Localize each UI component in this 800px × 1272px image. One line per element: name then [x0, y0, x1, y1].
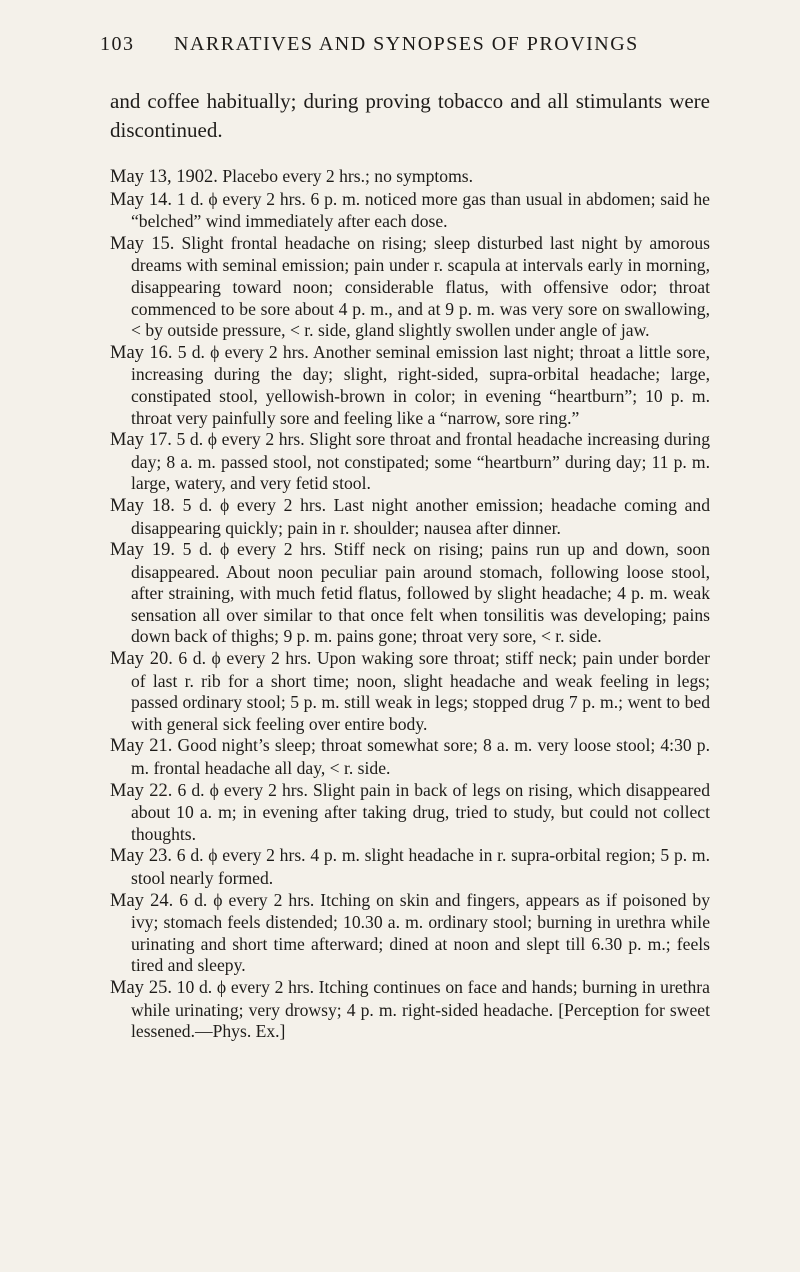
proving-entry [110, 780, 710, 846]
entry-date: May 23. [110, 846, 173, 867]
proving-entry [110, 166, 710, 189]
entry-date: May 24. [110, 890, 174, 911]
entry-date: May 16. [110, 342, 173, 363]
proving-entry [110, 890, 710, 977]
proving-entries [110, 166, 710, 1043]
proving-entry [110, 342, 710, 429]
entry-text: Slight frontal headache on rising; sleep disturbed last night by amorous dreams with seminal emission; pain under r. scapula at intervals early in morning, disappearing toward noon; considerable flatus, with offensive odor; throat commenced to be sore about 4 p. m., and at 9 p. m. was very sore on swallowing, < by outside pressure, < r. side, gland slightly swollen under angle of jaw. [131, 232, 711, 341]
entry-date: May 20. [110, 649, 173, 670]
entry-text: Placebo every 2 hrs.; no symptoms. [222, 166, 474, 186]
running-head [100, 33, 700, 63]
proving-entry [110, 495, 710, 539]
entry-text: 5 d. ϕ every 2 hrs. Slight sore throat and frontal headache increasing during day; 8 a. m. passed stool, not constipated; some “heartburn” during day; 11 p. m. large, watery, and very fetid stool. [131, 429, 710, 494]
entry-date: May 13, 1902. [110, 167, 218, 187]
entry-text: 10 d. ϕ every 2 hrs. Itching continues on face and hands; burning in urethra while urinating; very drowsy; 4 p. m. right-sided headache. [Perception for sweet lessened.—Phys. Ex.] [131, 976, 710, 1042]
entry-text: 6 d. ϕ every 2 hrs. Upon waking sore throat; stiff neck; pain under border of last r. rib for a short time; noon, slight headache and weak feeling in legs; passed ordinary stool; 5 p. m. still weak in legs; stopped drug 7 p. m.; went to bed with general sick feeling over entire body. [131, 648, 710, 734]
entry-text: 5 d. ϕ every 2 hrs. Stiff neck on rising; pains run up and down, soon disappeared. About noon peculiar pain around stomach, following loose stool, after straining, with much fetid flatus, followed by slight headache; 4 p. m. weak sensation all over similar to that once felt when tonsilitis was developing; pains down back of thighs; 9 p. m. pains gone; throat very sore, < r. side. [131, 539, 710, 647]
proving-entry [110, 977, 710, 1043]
proving-entry [110, 429, 710, 495]
proving-entry [110, 648, 710, 735]
entry-date: May 15. [110, 233, 175, 254]
running-title: NARRATIVES AND SYNOPSES OF PROVINGS [174, 33, 639, 55]
entry-text: 5 d. ϕ every 2 hrs. Another seminal emission last night; throat a little sore, increasing during the day; slight, right-sided, supra-orbital headache; large, constipated stool, yellowish-brown in color; in evening “heartburn”; 10 p. m. throat very painfully sore and feeling like a “narrow, sore ring.” [131, 341, 710, 428]
intro-paragraph: and coffee habitually; during proving tobacco and all stimulants were discontinued. [110, 89, 710, 142]
entry-date: May 22. [110, 780, 173, 801]
proving-entry [110, 539, 710, 648]
proving-entry [110, 189, 710, 233]
entry-text: 6 d. ϕ every 2 hrs. Itching on skin and fingers, appears as if poisoned by ivy; stomach feels distended; 10.30 a. m. ordinary stool; burning in urethra while urinating and short time afterward; dined at noon and slept till 6.30 p. m.; feels tired and sleepy. [131, 889, 710, 976]
entry-date: May 21. [110, 736, 173, 757]
entry-date: May 14. [110, 189, 173, 210]
entry-text: 5 d. ϕ every 2 hrs. Last night another emission; headache coming and disappearing quickly; pain in r. shoulder; nausea after dinner. [131, 494, 710, 538]
proving-entry [110, 233, 710, 342]
entry-text: 6 d. ϕ every 2 hrs. Slight pain in back of legs on rising, which disappeared about 10 a. m; in evening after taking drug, tried to study, but could not collect thoughts. [131, 779, 710, 844]
entry-text: Good night’s sleep; throat somewhat sore; 8 a. m. very loose stool; 4:30 p. m. frontal headache all day, < r. side. [131, 735, 710, 779]
entry-text: 6 d. ϕ every 2 hrs. 4 p. m. slight headache in r. supra-orbital region; 5 p. m. stool nearly formed. [131, 845, 710, 888]
proving-entry [110, 845, 710, 889]
entry-text: 1 d. ϕ every 2 hrs. 6 p. m. noticed more gas than usual in abdomen; said he “belched” wind immediately after each dose. [131, 188, 710, 232]
page-number: 103 [100, 33, 135, 55]
entry-date: May 18. [110, 495, 175, 516]
entry-date: May 19. [110, 540, 175, 561]
proving-entry [110, 735, 710, 779]
entry-date: May 25. [110, 977, 172, 998]
entry-date: May 17. [110, 430, 172, 451]
